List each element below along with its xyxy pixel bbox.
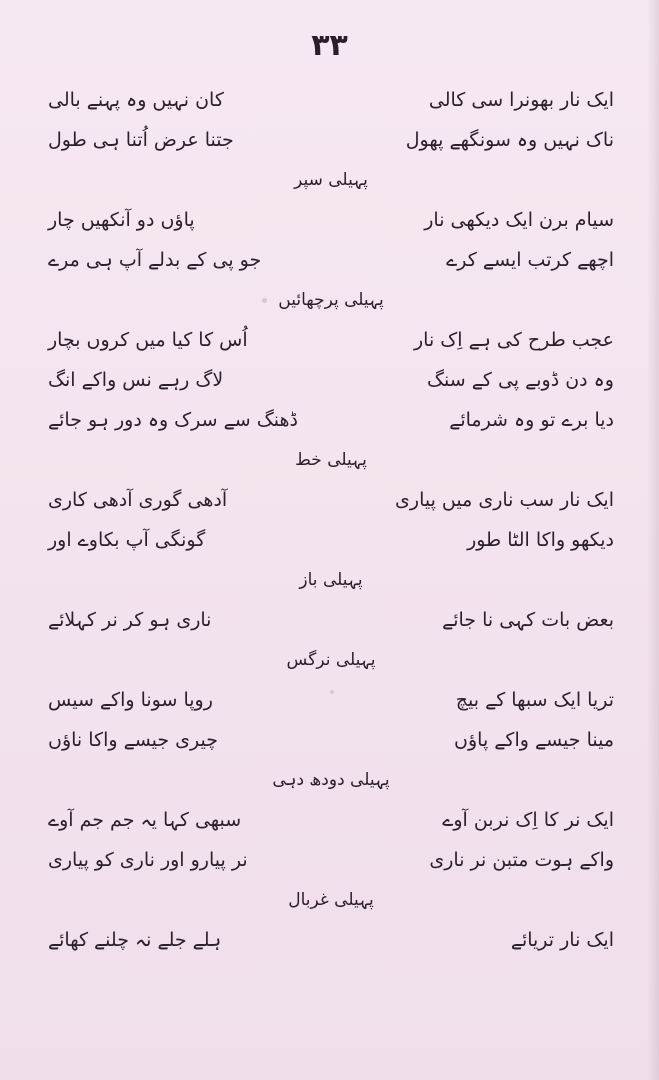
verse-line	[40, 240, 622, 280]
first-hemistich: بعض بات کہی نا جائے	[442, 609, 614, 631]
riddle-heading: پہیلی غربال	[288, 890, 374, 910]
first-hemistich: ایک نار سب ناری میں پیاری	[395, 489, 614, 511]
verse-line	[40, 840, 622, 880]
second-hemistich: ناری ہو کر نر کہلائے	[48, 609, 212, 631]
verse-line	[40, 800, 622, 840]
second-hemistich: روپا سونا واکے سیس	[48, 689, 213, 711]
first-hemistich: دیا برے تو وہ شرمائے	[449, 409, 614, 431]
first-hemistich: مینا جیسے واکے پاؤں	[454, 729, 614, 751]
verse-line	[40, 480, 622, 520]
riddle-heading: پہیلی خط	[295, 450, 367, 470]
first-hemistich: ایک نر کا اِک نربن آوے	[442, 809, 614, 831]
poem-body	[40, 80, 622, 960]
second-hemistich: جتنا عرض اُتنا ہی طول	[48, 129, 234, 151]
first-hemistich: ناک نہیں وہ سونگھے پھول	[405, 129, 614, 151]
verse-line	[40, 400, 622, 440]
verse-line	[40, 200, 622, 240]
verse-line	[40, 680, 622, 720]
verse-line	[40, 920, 622, 960]
riddle-heading: پہیلی باز	[299, 570, 363, 590]
riddle-heading: پہیلی پرچھائیں	[278, 290, 384, 310]
riddle-heading: پہیلی نرگس	[286, 650, 376, 670]
first-hemistich: ایک نار بھونرا سی کالی	[428, 89, 614, 111]
second-hemistich: اُس کا کیا میں کروں بچار	[48, 329, 248, 351]
riddle-heading: پہیلی سپر	[294, 170, 368, 190]
first-hemistich: عجب طرح کی ہے اِک نار	[413, 329, 614, 351]
first-hemistich: سیام برن ایک دیکھی نار	[424, 209, 614, 231]
second-hemistich: جو پی کے بدلے آپ ہی مرے	[48, 249, 262, 271]
verse-line	[40, 520, 622, 560]
second-hemistich: کان نہیں وہ پہنے بالی	[48, 89, 224, 111]
second-hemistich: پاؤں دو آنکھیں چار	[48, 209, 195, 231]
verse-line	[40, 360, 622, 400]
second-hemistich: ہلے جلے نہ چلنے کھائے	[48, 929, 222, 951]
first-hemistich: ایک نار تریائے	[510, 929, 614, 951]
verse-line	[40, 120, 622, 160]
verse-line	[40, 320, 622, 360]
first-hemistich: اچھے کرتب ایسے کرے	[446, 249, 614, 271]
first-hemistich: تریا ایک سبھا کے بیچ	[455, 689, 614, 711]
second-hemistich: چیری جیسے واکا ناؤں	[48, 729, 219, 751]
verse-line	[40, 80, 622, 120]
second-hemistich: نر پیارو اور ناری کو پیاری	[48, 849, 248, 871]
verse-line	[40, 720, 622, 760]
second-hemistich: آدھی گوری آدھی کاری	[48, 489, 228, 511]
second-hemistich: سبھی کہا یہ جم جم آوے	[48, 809, 242, 831]
first-hemistich: دیکھو واکا الٹا طور	[467, 529, 614, 551]
first-hemistich: وہ دن ڈوبے پی کے سنگ	[427, 369, 614, 391]
riddle-heading: پہیلی دودھ دہی	[272, 770, 390, 790]
verse-line	[40, 600, 622, 640]
second-hemistich: لاگ رہے نس واکے انگ	[48, 369, 224, 391]
first-hemistich: واکے ہوت متبن نر ناری	[429, 849, 614, 871]
page-edge-shadow	[647, 0, 659, 1080]
page-number: ۳۳	[311, 28, 348, 63]
second-hemistich: گونگی آپ بکاوے اور	[48, 529, 206, 551]
second-hemistich: ڈھنگ سے سرک وہ دور ہو جائے	[48, 409, 298, 431]
